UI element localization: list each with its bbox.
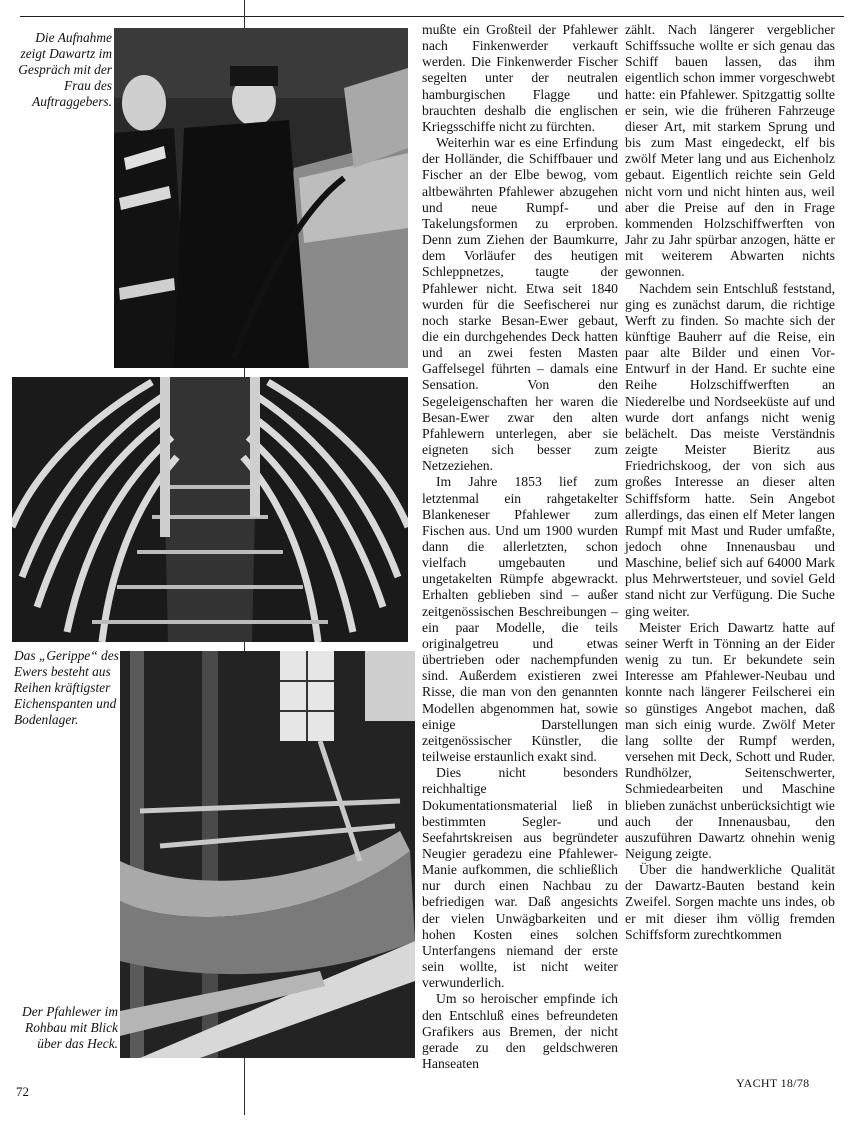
photo-hull-stern-view (120, 651, 415, 1058)
paragraph: Dies nicht besonders reichhaltige Dokumentationsmaterial ließ in bestimmten Segler- und Seefahrtskreisen aus begründeter Neugier geradezu eine Pfahlewer-Manie aufkommen, die schließlich nur durch einen Nachbau zu befriedigen war. Daß angesichts der vielen Unwägbarkeiten und hohen Kosten eines solchen Unterfangens niemand der erste sein wollte, ist nicht weiter verwunderlich. (422, 765, 618, 991)
paragraph: zählt. Nach längerer vergeblicher Schiffssuche wollte er sich genau das Schiff bauen lassen, das ihm eigentlich schon immer vorgeschwebt hatte: ein Pfahlewer. Spitzgattig sollte er sein, wie die früheren Fahrzeuge dieser Art, mit starkem Sprung und bis zum Mast eingedeckt, elf bis zwölf Meter lang und aus Eichenholz gebaut. Eigentlich reichte sein Geld nicht vorn und nicht hinten aus, weil aber die Preise auf den in Frage kommenden Holzschiffwerften von Jahr zu Jahr spürbar anzogen, hätte er mit weiterem Abwarten nichts gewonnen. (625, 22, 835, 280)
photo-hull-frames (12, 377, 408, 642)
caption-middle-photo: Das „Gerippe“ des Ewers besteht aus Reihen kräftigster Eichenspanten und Bodenlager. (14, 648, 119, 727)
page-number: 72 (16, 1084, 29, 1099)
paragraph: mußte ein Großteil der Pfahlewer nach Finkenwerder verkauft werden. Die Finkenwerder Fischer segelten unter der neutralen hamburgischen Flagge und brauchten deshalb die englischen Kriegsschiffe nicht zu fürchten. (422, 22, 618, 134)
paragraph: Über die handwerkliche Qualität der Dawartz-Bauten bestand kein Zweifel. Sorgen machte uns indes, ob er mit dieser ihm völlig fremden Schiffsform zurechtkommen (625, 862, 835, 942)
paragraph: Nachdem sein Entschluß feststand, ging es zunächst darum, die richtige Werft zu finden. So machte sich der künftige Bauherr auf die Reise, ein paar alte Bilder und einen Vor-Entwurf in der Hand. Er suchte eine Reihe Holzschiffwerften an Niederelbe und Nordseeküste auf und wurde dort anfangs nicht wenig belächelt. Das meiste Verständnis zeigte Meister Bieritz aus Friedrichskoog, der von sich aus großes Interesse an dieser alten Schiffsform hatte. Sein Angebot allerdings, das einen elf Meter langen Rumpf mit Mast und Ruder umfaßte, jedoch ohne Innenausbau und Maschine, belief sich auf 64000 Mark plus Mehrwertsteuer, und soviel Geld stand nicht zur Verfügung. Die Suche ging weiter. (625, 280, 835, 619)
paragraph: Meister Erich Dawartz hatte auf seiner Werft in Tönning an der Eider wenig zu tun. Er bekundete sein Interesse am Pfahlewer-Neubau und konnte nach längerer Feilscherei ein so günstiges Angebot machen, daß man sich einig wurde. Zwölf Meter lang sollte der Rumpf werden, versehen mit Deck, Schott und Ruder. Rundhölzer, Seitenschwerter, Schmiedearbeiten und Maschine blieben zunächst unberücksichtigt wie auch der Innenausbau, den auszuführen Dawartz ohnehin wenig Neigung zeigte. (625, 619, 835, 861)
issue-label: YACHT 18/78 (736, 1076, 810, 1090)
article-column-1 (422, 22, 618, 1072)
caption-bottom-photo: Der Pfahlewer im Rohbau mit Blick über das Heck. (22, 1004, 118, 1051)
photo-dawartz-conversation (114, 28, 408, 368)
paragraph: Weiterhin war es eine Erfindung der Holländer, die Schiffbauer und Fischer an der Elbe bewog, vom altbewährten Pfahlewer abzugehen und neue Rumpf- und Takelungsformen zu erproben. Denn zum Ziehen der Baumkurre, dem Vorläufer des heutigen Schleppnetzes, taugte der Pfahlewer nicht. Etwa seit 1840 wurden für die Seefischerei nur noch starke Besan-Ewer gebaut, die ein durchgehendes Deck hatten und an zwei festen Masten Gaffelsegel führten – damals eine Sensation. Von den Segeleigenschaften her waren die Besan-Ewer zwar den alten Pfahlewern unterlegen, aber sie eigneten sich besser zum Netzeziehen. (422, 135, 618, 474)
caption-top-photo: Die Aufnahme zeigt Dawartz im Gespräch mit der Frau des Auftraggebers. (18, 30, 112, 109)
article-column-2 (625, 22, 835, 943)
paragraph: Um so heroischer empfinde ich den Entschluß eines befreundeten Grafikers aus Bremen, der nicht gerade zu den geldschweren Hanseaten (422, 991, 618, 1071)
paragraph: Im Jahre 1853 lief zum letztenmal ein rahgetakelter Blankeneser Pfahlewer zum Fischen aus. Und um 1900 wurden dann die allerletzten, schon vielfach umgebauten und ungetakelten Rümpfe abgewrackt. Erhalten geblieben sind – außer zeitgenössischen Beschreibungen – ein paar Modelle, die teils originalgetreu und etwas übertrieben oder nachempfunden sind. Außerdem existieren zwei Risse, die man von den genannten Modellen abgenommen hat, sowie einige Darstellungen zeitgenössischer Künstler, die teilweise erstaunlich exakt sind. (422, 474, 618, 765)
top-rule (20, 16, 844, 17)
